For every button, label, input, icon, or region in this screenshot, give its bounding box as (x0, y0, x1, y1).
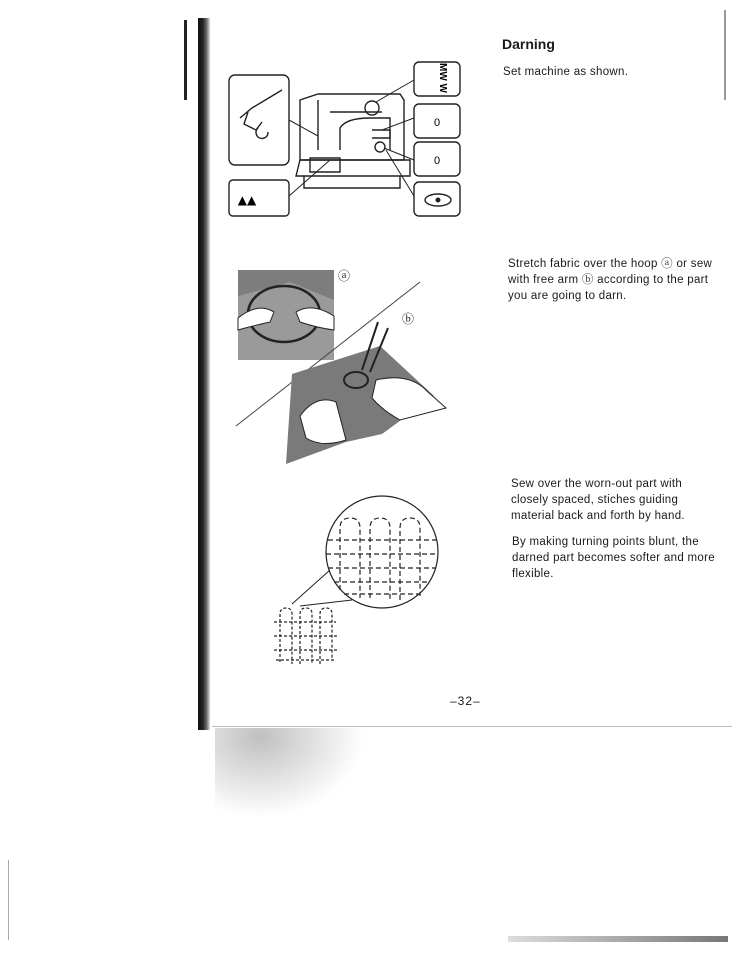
stitch-grid (274, 608, 338, 664)
stitch-selector-label: MW W (437, 63, 448, 93)
presser-foot-inset (229, 75, 289, 165)
free-arm-label: ⓑ (401, 312, 415, 326)
hoop-label: ⓐ (337, 269, 351, 283)
page-number: –32– (450, 694, 481, 708)
feed-dog-symbol: ▲▲ (237, 193, 257, 207)
darning-stitch-illustration (274, 496, 438, 664)
machine-base (296, 160, 410, 188)
magnified-stitch-grid (326, 518, 438, 600)
dial-1-label: 0 (433, 117, 441, 129)
dial-2-label: 0 (433, 155, 441, 167)
darning-foot-icon (240, 90, 282, 138)
magnified-stitch-circle (326, 496, 438, 608)
page-title: Darning (502, 36, 555, 52)
instruction-sew-over: Sew over the worn-out part with closely spaced, stiches guiding material back and forth by hand. (511, 478, 685, 522)
stitch-selector-inset (414, 62, 460, 96)
hoop-and-free-arm-illustration (236, 270, 446, 464)
handwheel-icon (365, 101, 379, 115)
knob-icon (375, 142, 385, 152)
instruction-set-machine: Set machine as shown. (503, 66, 629, 78)
instruction-stretch-fabric: Stretch fabric over the hoop ⓐ or sew with free arm ⓑ according to the part you are going to darn. (508, 258, 713, 302)
instruction-turning-points: By making turning points blunt, the darned part becomes softer and more flexible. (512, 536, 715, 580)
